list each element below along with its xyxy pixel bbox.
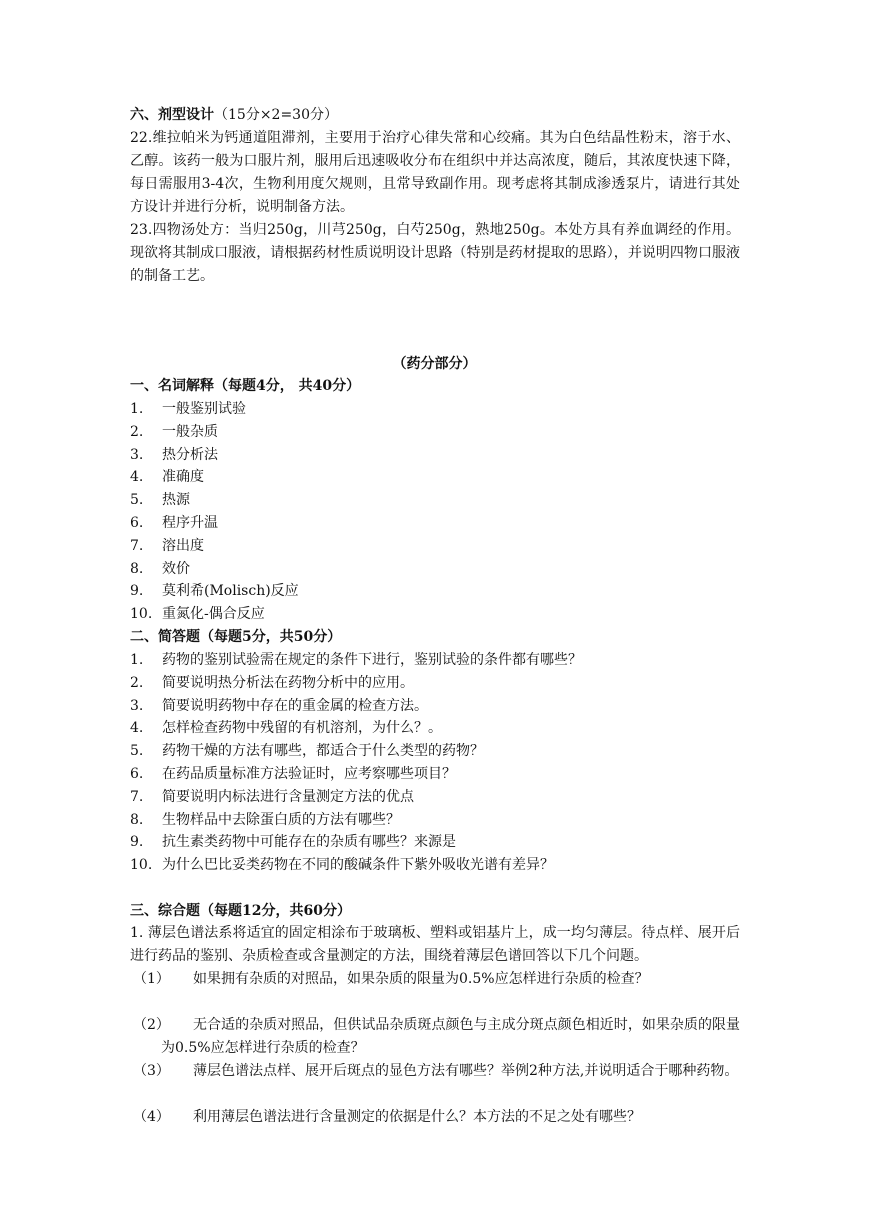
sub-question	[133, 968, 740, 991]
sub-question	[133, 1060, 740, 1083]
section6-heading-line	[130, 104, 338, 127]
list-item	[130, 398, 299, 421]
list-item	[130, 763, 582, 786]
sub-question-text: 无合适的杂质对照品，但供试品杂质斑点颜色与主成分斑点颜色相近时，如果杂质的限量为0.5%应怎样进行杂质的检查？	[161, 1017, 740, 1056]
item-number: 10.	[130, 857, 153, 874]
item-text: 热源	[162, 492, 190, 509]
item-text: 药物的鉴别试验需在规定的条件下进行，鉴别试验的条件都有哪些？	[162, 652, 582, 668]
item-number: 3.	[130, 446, 144, 463]
sub-question-text: 如果拥有杂质的对照品，如果杂质的限量为0.5%应怎样进行杂质的检查？	[193, 971, 649, 987]
list-item	[130, 854, 582, 877]
item-number: 2.	[130, 423, 144, 440]
sub-question	[133, 1014, 740, 1060]
item-text: 效价	[162, 560, 190, 577]
list-item	[130, 580, 299, 603]
item-text: 重氮化-偶合反应	[162, 606, 265, 623]
item-number: 7.	[130, 788, 144, 805]
item-number: 4.	[130, 469, 144, 486]
item-number: 8.	[130, 811, 144, 828]
question-22: 22.维拉帕米为钙通道阻滞剂，主要用于治疗心律失常和心绞痛。其为白色结晶性粉末，溶于水、乙醇。该药一般为口服片剂，服用后迅速吸收分布在组织中并达高浓度，随后，其浓度快速下降，每日需服用3-4次，生物利用度欠规则，且常导致副作用。现考虑将其制成渗透泵片，请进行其处方设计并进行分析，说明制备方法。	[130, 130, 740, 215]
item-number: 8.	[130, 560, 144, 577]
list-item	[130, 444, 299, 467]
part-title: （药分部分）	[392, 356, 477, 372]
sub-question-number: （4）	[133, 1109, 170, 1125]
item-number: 6.	[130, 765, 144, 782]
item-number: 5.	[130, 492, 144, 509]
item-number: 1.	[130, 652, 144, 668]
item-number: 9.	[130, 583, 144, 600]
item-number: 2.	[130, 674, 144, 691]
section3-intro: 1. 薄层色谱法系将适宜的固定相涂布于玻璃板、塑料或铝基片上，成一均匀薄层。待点样、展开后进行药品的鉴别、杂质检查或含量测定的方法，围绕着薄层色谱回答以下几个问题。	[130, 925, 740, 964]
item-text: 为什么巴比妥类药物在不同的酸碱条件下紫外吸收光谱有差异？	[162, 857, 554, 874]
item-number: 6.	[130, 514, 144, 531]
question-23: 23.四物汤处方：当归250g，川芎250g，白芍250g，熟地250g。本处方具有养血调经的作用。现欲将其制成口服液，请根据药材性质说明设计思路（特别是药材提取的思路），并说明四物口服液的制备工艺。	[130, 222, 740, 284]
section6-score: （15分×2=30分）	[214, 107, 338, 123]
list-item	[130, 649, 582, 672]
section3-heading: 三、综合题（每题12分，共60分）	[130, 903, 351, 919]
item-text: 莫利希(Molisch)反应	[162, 583, 299, 600]
sub-question	[133, 1106, 740, 1129]
item-number: 9.	[130, 834, 144, 851]
list-item	[130, 717, 582, 740]
section2-heading: 二、简答题（每题5分，共50分）	[130, 629, 342, 645]
item-text: 简要说明热分析法在药物分析中的应用。	[162, 674, 414, 691]
item-text: 怎样检查药物中残留的有机溶剂，为什么？。	[162, 720, 442, 737]
list-item	[130, 786, 582, 809]
item-number: 5.	[130, 743, 144, 760]
list-item	[130, 466, 299, 489]
list-item	[130, 740, 582, 763]
item-text: 准确度	[162, 469, 204, 486]
item-text: 在药品质量标准方法验证时，应考察哪些项目？	[162, 765, 456, 782]
item-text: 一般鉴别试验	[162, 401, 246, 417]
sub-question-text: 薄层色谱法点样、展开后斑点的显色方法有哪些？举例2种方法,并说明适合于哪种药物。	[193, 1063, 739, 1079]
item-text: 生物样品中去除蛋白质的方法有哪些？	[162, 811, 400, 828]
item-text: 溶出度	[162, 537, 204, 554]
item-text: 热分析法	[162, 446, 218, 463]
sub-question-number: （1）	[133, 971, 170, 987]
list-item	[130, 695, 582, 718]
item-text: 抗生素类药物中可能存在的杂质有哪些？来源是	[162, 834, 456, 851]
item-text: 简要说明药物中存在的重金属的检查方法。	[162, 697, 428, 714]
list-item	[130, 603, 299, 626]
item-number: 7.	[130, 537, 144, 554]
item-number: 4.	[130, 720, 144, 737]
sub-question-number: （2）	[133, 1017, 170, 1033]
item-number: 10.	[130, 606, 153, 623]
list-item	[130, 489, 299, 512]
section1-list	[130, 398, 299, 626]
item-text: 药物干燥的方法有哪些，都适合于什么类型的药物？	[162, 743, 484, 760]
list-item	[130, 558, 299, 581]
section6-heading: 六、剂型设计	[130, 107, 214, 123]
item-number: 1.	[130, 401, 144, 417]
list-item	[130, 672, 582, 695]
section2-list	[130, 649, 582, 877]
list-item	[130, 535, 299, 558]
list-item	[130, 831, 582, 854]
section1-heading: 一、名词解释（每题4分， 共40分）	[130, 378, 361, 394]
item-text: 一般杂质	[162, 423, 218, 440]
sub-question-number: （3）	[133, 1063, 170, 1079]
item-number: 3.	[130, 697, 144, 714]
sub-question-text: 利用薄层色谱法进行含量测定的依据是什么？本方法的不足之处有哪些？	[193, 1109, 641, 1125]
list-item	[130, 512, 299, 535]
item-text: 简要说明内标法进行含量测定方法的优点	[162, 788, 414, 805]
list-item	[130, 809, 582, 832]
item-text: 程序升温	[162, 514, 218, 531]
list-item	[130, 421, 299, 444]
